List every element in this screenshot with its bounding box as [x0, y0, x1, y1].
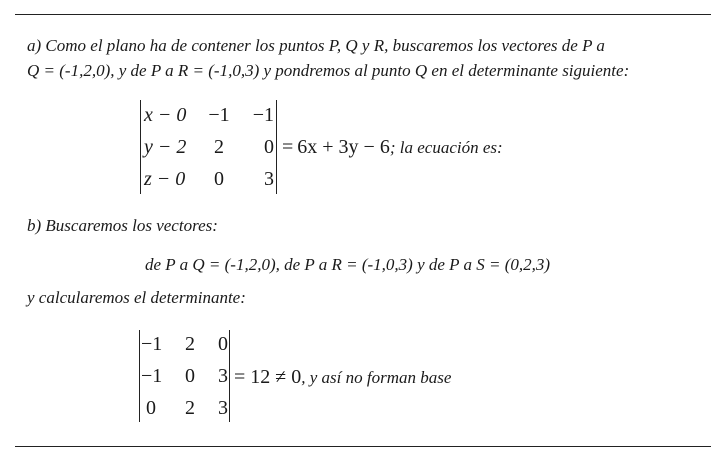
det-b-cell-2-2: 3	[218, 397, 228, 419]
det-b-cell-0-1: 2	[185, 333, 195, 355]
determinant-b-right-bar	[229, 330, 230, 422]
det-a-cell-1-0: y − 2	[144, 136, 187, 158]
det-b-cell-2-0: 0	[146, 397, 156, 419]
part-a-line-2: Q = (-1,2,0), y de P a R = (-1,0,3) y pondremos al punto Q en el determinante siguiente:	[27, 61, 630, 80]
det-a-cell-1-2: 0	[264, 136, 274, 158]
det-a-cell-2-2: 3	[264, 168, 274, 190]
det-b-cell-0-2: 0	[218, 333, 228, 355]
det-b-cell-2-1: 2	[185, 397, 195, 419]
determinant-a-left-bar	[140, 100, 141, 194]
determinant-a-caption: ; la ecuación es:	[389, 138, 503, 157]
det-b-cell-1-0: −1	[141, 365, 163, 387]
det-a-cell-0-2: −1	[252, 104, 274, 126]
determinant-b-caption: , y así no forman base	[301, 368, 452, 387]
determinant-b-result	[234, 365, 451, 391]
part-b-line-3: y calcularemos el determinante:	[27, 288, 246, 307]
det-b-cell-0-0: −1	[141, 333, 163, 355]
det-a-cell-1-1: 2	[214, 136, 224, 158]
determinant-a	[136, 100, 286, 194]
equals-sign-a: =	[282, 136, 294, 158]
part-b-vectors-line: de P a Q = (-1,2,0), de P a R = (-1,0,3) y de P a S = (0,2,3)	[145, 255, 551, 274]
bottom-rule	[15, 446, 711, 447]
det-a-cell-0-0: x − 0	[144, 104, 187, 126]
plane-equation: 6x + 3y − 6	[297, 136, 390, 158]
top-rule	[15, 14, 711, 15]
det-a-cell-2-0: z − 0	[144, 168, 186, 190]
determinant-value: = 12 ≠ 0	[234, 366, 302, 388]
determinant-b	[136, 330, 236, 422]
part-a-line-1: a) Como el plano ha de contener los puntos P, Q y R, buscaremos los vectores de P a	[27, 36, 605, 55]
part-b-line-1: b) Buscaremos los vectores:	[27, 216, 218, 235]
det-b-cell-1-2: 3	[218, 365, 228, 387]
det-a-cell-0-1: −1	[208, 104, 230, 126]
determinant-a-result	[282, 135, 503, 161]
det-b-cell-1-1: 0	[185, 365, 195, 387]
determinant-a-right-bar	[276, 100, 277, 194]
det-a-cell-2-1: 0	[214, 168, 224, 190]
determinant-b-left-bar	[139, 330, 140, 422]
